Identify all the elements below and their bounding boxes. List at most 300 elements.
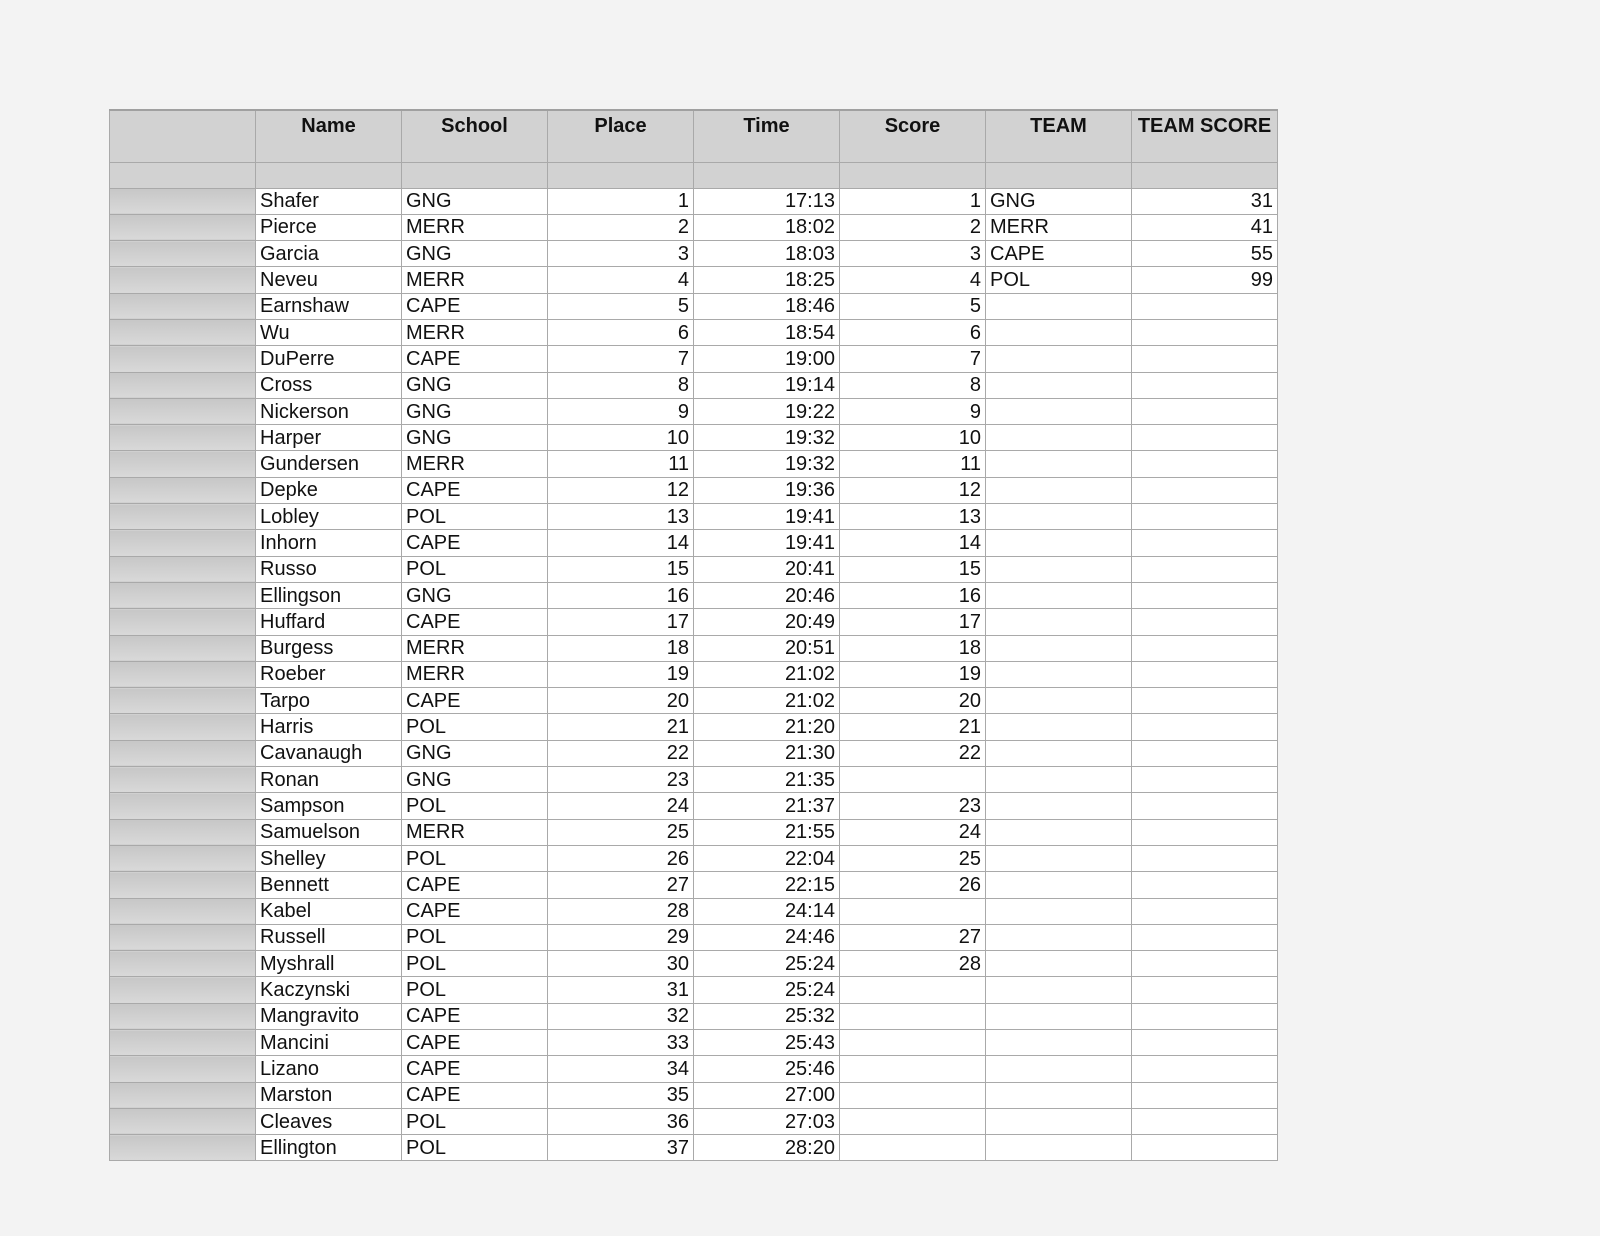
name-cell[interactable]: Harris xyxy=(256,714,402,740)
name-cell[interactable]: Neveu xyxy=(256,267,402,293)
team-cell[interactable] xyxy=(986,740,1132,766)
time-cell[interactable]: 27:00 xyxy=(694,1082,840,1108)
team-score-cell[interactable] xyxy=(1132,635,1278,661)
place-cell[interactable]: 2 xyxy=(548,214,694,240)
score-cell[interactable]: 9 xyxy=(840,398,986,424)
time-cell[interactable]: 19:32 xyxy=(694,451,840,477)
time-cell[interactable]: 18:02 xyxy=(694,214,840,240)
score-cell[interactable]: 28 xyxy=(840,951,986,977)
school-cell[interactable]: GNG xyxy=(402,740,548,766)
school-cell[interactable]: GNG xyxy=(402,425,548,451)
score-cell[interactable]: 1 xyxy=(840,188,986,214)
place-cell[interactable]: 26 xyxy=(548,845,694,871)
cell[interactable] xyxy=(256,162,402,188)
name-cell[interactable]: Shafer xyxy=(256,188,402,214)
place-cell[interactable]: 27 xyxy=(548,872,694,898)
school-cell[interactable]: CAPE xyxy=(402,688,548,714)
place-cell[interactable]: 14 xyxy=(548,530,694,556)
row-header[interactable] xyxy=(110,740,256,766)
row-header[interactable] xyxy=(110,451,256,477)
team-cell[interactable] xyxy=(986,1082,1132,1108)
place-cell[interactable]: 37 xyxy=(548,1135,694,1161)
school-cell[interactable]: MERR xyxy=(402,451,548,477)
row-header[interactable] xyxy=(110,372,256,398)
row-header[interactable] xyxy=(110,293,256,319)
name-cell[interactable]: Ellington xyxy=(256,1135,402,1161)
school-cell[interactable]: CAPE xyxy=(402,1030,548,1056)
row-header[interactable] xyxy=(110,267,256,293)
score-cell[interactable]: 16 xyxy=(840,582,986,608)
team-score-cell[interactable] xyxy=(1132,924,1278,950)
team-cell[interactable] xyxy=(986,451,1132,477)
team-score-cell[interactable] xyxy=(1132,556,1278,582)
school-cell[interactable]: GNG xyxy=(402,241,548,267)
row-header[interactable] xyxy=(110,872,256,898)
row-header[interactable] xyxy=(110,1108,256,1134)
team-cell[interactable]: POL xyxy=(986,267,1132,293)
team-cell[interactable] xyxy=(986,372,1132,398)
team-score-cell[interactable] xyxy=(1132,451,1278,477)
name-cell[interactable]: Myshrall xyxy=(256,951,402,977)
name-cell[interactable]: Gundersen xyxy=(256,451,402,477)
team-cell[interactable] xyxy=(986,1108,1132,1134)
time-cell[interactable]: 25:46 xyxy=(694,1056,840,1082)
row-header[interactable] xyxy=(110,951,256,977)
place-cell[interactable]: 15 xyxy=(548,556,694,582)
row-header[interactable] xyxy=(110,767,256,793)
name-cell[interactable]: Kabel xyxy=(256,898,402,924)
cell[interactable] xyxy=(548,162,694,188)
name-cell[interactable]: Garcia xyxy=(256,241,402,267)
school-cell[interactable]: POL xyxy=(402,845,548,871)
school-cell[interactable]: CAPE xyxy=(402,530,548,556)
place-cell[interactable]: 6 xyxy=(548,319,694,345)
team-score-cell[interactable] xyxy=(1132,346,1278,372)
place-cell[interactable]: 24 xyxy=(548,793,694,819)
cell[interactable] xyxy=(1132,162,1278,188)
school-cell[interactable]: GNG xyxy=(402,767,548,793)
time-cell[interactable]: 19:41 xyxy=(694,530,840,556)
place-cell[interactable]: 35 xyxy=(548,1082,694,1108)
place-cell[interactable]: 36 xyxy=(548,1108,694,1134)
team-cell[interactable] xyxy=(986,609,1132,635)
time-cell[interactable]: 25:43 xyxy=(694,1030,840,1056)
header-school[interactable]: School xyxy=(402,110,548,162)
score-cell[interactable] xyxy=(840,1003,986,1029)
score-cell[interactable]: 26 xyxy=(840,872,986,898)
header-place[interactable]: Place xyxy=(548,110,694,162)
team-score-cell[interactable] xyxy=(1132,898,1278,924)
score-cell[interactable] xyxy=(840,898,986,924)
score-cell[interactable]: 6 xyxy=(840,319,986,345)
place-cell[interactable]: 9 xyxy=(548,398,694,424)
school-cell[interactable]: CAPE xyxy=(402,1082,548,1108)
team-score-cell[interactable] xyxy=(1132,582,1278,608)
header-name[interactable]: Name xyxy=(256,110,402,162)
place-cell[interactable]: 21 xyxy=(548,714,694,740)
place-cell[interactable]: 1 xyxy=(548,188,694,214)
team-cell[interactable] xyxy=(986,977,1132,1003)
team-score-cell[interactable] xyxy=(1132,477,1278,503)
place-cell[interactable]: 5 xyxy=(548,293,694,319)
name-cell[interactable]: Mancini xyxy=(256,1030,402,1056)
school-cell[interactable]: POL xyxy=(402,1108,548,1134)
team-score-cell[interactable]: 31 xyxy=(1132,188,1278,214)
time-cell[interactable]: 20:46 xyxy=(694,582,840,608)
team-cell[interactable] xyxy=(986,767,1132,793)
team-score-cell[interactable] xyxy=(1132,714,1278,740)
score-cell[interactable] xyxy=(840,767,986,793)
team-score-cell[interactable] xyxy=(1132,1056,1278,1082)
name-cell[interactable]: Pierce xyxy=(256,214,402,240)
team-cell[interactable] xyxy=(986,872,1132,898)
place-cell[interactable]: 8 xyxy=(548,372,694,398)
row-header[interactable] xyxy=(110,425,256,451)
score-cell[interactable]: 5 xyxy=(840,293,986,319)
team-score-cell[interactable] xyxy=(1132,398,1278,424)
school-cell[interactable]: GNG xyxy=(402,398,548,424)
school-cell[interactable]: MERR xyxy=(402,661,548,687)
name-cell[interactable]: Inhorn xyxy=(256,530,402,556)
team-cell[interactable] xyxy=(986,477,1132,503)
row-header[interactable] xyxy=(110,1082,256,1108)
team-score-cell[interactable] xyxy=(1132,819,1278,845)
time-cell[interactable]: 21:02 xyxy=(694,661,840,687)
time-cell[interactable]: 25:32 xyxy=(694,1003,840,1029)
team-cell[interactable] xyxy=(986,293,1132,319)
row-header[interactable] xyxy=(110,898,256,924)
team-cell[interactable] xyxy=(986,530,1132,556)
time-cell[interactable]: 18:46 xyxy=(694,293,840,319)
school-cell[interactable]: MERR xyxy=(402,635,548,661)
team-score-cell[interactable] xyxy=(1132,951,1278,977)
school-cell[interactable]: POL xyxy=(402,977,548,1003)
time-cell[interactable]: 25:24 xyxy=(694,977,840,1003)
row-header[interactable] xyxy=(110,688,256,714)
time-cell[interactable]: 20:51 xyxy=(694,635,840,661)
row-header[interactable] xyxy=(110,530,256,556)
place-cell[interactable]: 19 xyxy=(548,661,694,687)
name-cell[interactable]: Lobley xyxy=(256,504,402,530)
team-cell[interactable] xyxy=(986,819,1132,845)
score-cell[interactable] xyxy=(840,1056,986,1082)
row-header[interactable] xyxy=(110,845,256,871)
name-cell[interactable]: Ellingson xyxy=(256,582,402,608)
time-cell[interactable]: 18:54 xyxy=(694,319,840,345)
time-cell[interactable]: 24:14 xyxy=(694,898,840,924)
school-cell[interactable]: MERR xyxy=(402,214,548,240)
row-header[interactable] xyxy=(110,398,256,424)
score-cell[interactable]: 23 xyxy=(840,793,986,819)
place-cell[interactable]: 33 xyxy=(548,1030,694,1056)
row-header[interactable] xyxy=(110,477,256,503)
name-cell[interactable]: Bennett xyxy=(256,872,402,898)
score-cell[interactable] xyxy=(840,1030,986,1056)
team-score-cell[interactable]: 41 xyxy=(1132,214,1278,240)
team-cell[interactable] xyxy=(986,635,1132,661)
team-score-cell[interactable] xyxy=(1132,845,1278,871)
name-cell[interactable]: Mangravito xyxy=(256,1003,402,1029)
place-cell[interactable]: 7 xyxy=(548,346,694,372)
name-cell[interactable]: DuPerre xyxy=(256,346,402,372)
time-cell[interactable]: 21:30 xyxy=(694,740,840,766)
time-cell[interactable]: 19:00 xyxy=(694,346,840,372)
name-cell[interactable]: Russell xyxy=(256,924,402,950)
team-cell[interactable] xyxy=(986,1030,1132,1056)
score-cell[interactable]: 3 xyxy=(840,241,986,267)
place-cell[interactable]: 29 xyxy=(548,924,694,950)
cell[interactable] xyxy=(840,162,986,188)
row-header[interactable] xyxy=(110,1030,256,1056)
team-cell[interactable] xyxy=(986,504,1132,530)
place-cell[interactable]: 20 xyxy=(548,688,694,714)
time-cell[interactable]: 18:03 xyxy=(694,241,840,267)
name-cell[interactable]: Kaczynski xyxy=(256,977,402,1003)
team-score-cell[interactable] xyxy=(1132,688,1278,714)
team-cell[interactable]: MERR xyxy=(986,214,1132,240)
team-score-cell[interactable] xyxy=(1132,530,1278,556)
team-cell[interactable] xyxy=(986,688,1132,714)
place-cell[interactable]: 25 xyxy=(548,819,694,845)
school-cell[interactable]: CAPE xyxy=(402,477,548,503)
row-header[interactable] xyxy=(110,1135,256,1161)
team-cell[interactable]: GNG xyxy=(986,188,1132,214)
header-team-score[interactable]: TEAM SCORE xyxy=(1132,110,1278,162)
team-score-cell[interactable] xyxy=(1132,504,1278,530)
school-cell[interactable]: POL xyxy=(402,714,548,740)
place-cell[interactable]: 28 xyxy=(548,898,694,924)
school-cell[interactable]: CAPE xyxy=(402,872,548,898)
team-cell[interactable] xyxy=(986,793,1132,819)
place-cell[interactable]: 3 xyxy=(548,241,694,267)
name-cell[interactable]: Cleaves xyxy=(256,1108,402,1134)
name-cell[interactable]: Huffard xyxy=(256,609,402,635)
school-cell[interactable]: GNG xyxy=(402,582,548,608)
team-score-cell[interactable] xyxy=(1132,372,1278,398)
team-score-cell[interactable] xyxy=(1132,1030,1278,1056)
team-score-cell[interactable] xyxy=(1132,977,1278,1003)
place-cell[interactable]: 34 xyxy=(548,1056,694,1082)
row-header[interactable] xyxy=(110,793,256,819)
score-cell[interactable]: 2 xyxy=(840,214,986,240)
school-cell[interactable]: CAPE xyxy=(402,293,548,319)
row-header[interactable] xyxy=(110,504,256,530)
row-header[interactable] xyxy=(110,241,256,267)
time-cell[interactable]: 19:41 xyxy=(694,504,840,530)
place-cell[interactable]: 23 xyxy=(548,767,694,793)
time-cell[interactable]: 19:32 xyxy=(694,425,840,451)
time-cell[interactable]: 19:14 xyxy=(694,372,840,398)
score-cell[interactable]: 21 xyxy=(840,714,986,740)
team-score-cell[interactable]: 55 xyxy=(1132,241,1278,267)
team-cell[interactable] xyxy=(986,898,1132,924)
place-cell[interactable]: 30 xyxy=(548,951,694,977)
school-cell[interactable]: CAPE xyxy=(402,898,548,924)
name-cell[interactable]: Earnshaw xyxy=(256,293,402,319)
row-header[interactable] xyxy=(110,1056,256,1082)
score-cell[interactable]: 12 xyxy=(840,477,986,503)
team-cell[interactable] xyxy=(986,425,1132,451)
name-cell[interactable]: Wu xyxy=(256,319,402,345)
name-cell[interactable]: Russo xyxy=(256,556,402,582)
name-cell[interactable]: Nickerson xyxy=(256,398,402,424)
cell[interactable] xyxy=(694,162,840,188)
time-cell[interactable]: 18:25 xyxy=(694,267,840,293)
team-score-cell[interactable] xyxy=(1132,872,1278,898)
place-cell[interactable]: 16 xyxy=(548,582,694,608)
team-cell[interactable] xyxy=(986,661,1132,687)
school-cell[interactable]: MERR xyxy=(402,819,548,845)
time-cell[interactable]: 22:15 xyxy=(694,872,840,898)
score-cell[interactable]: 13 xyxy=(840,504,986,530)
school-cell[interactable]: MERR xyxy=(402,267,548,293)
cell[interactable] xyxy=(986,162,1132,188)
row-header[interactable] xyxy=(110,977,256,1003)
team-score-cell[interactable] xyxy=(1132,793,1278,819)
school-cell[interactable]: CAPE xyxy=(402,346,548,372)
score-cell[interactable]: 8 xyxy=(840,372,986,398)
header-team[interactable]: TEAM xyxy=(986,110,1132,162)
row-header[interactable] xyxy=(110,582,256,608)
name-cell[interactable]: Depke xyxy=(256,477,402,503)
team-cell[interactable] xyxy=(986,398,1132,424)
school-cell[interactable]: CAPE xyxy=(402,609,548,635)
score-cell[interactable]: 14 xyxy=(840,530,986,556)
time-cell[interactable]: 21:37 xyxy=(694,793,840,819)
place-cell[interactable]: 12 xyxy=(548,477,694,503)
team-cell[interactable] xyxy=(986,346,1132,372)
name-cell[interactable]: Ronan xyxy=(256,767,402,793)
name-cell[interactable]: Burgess xyxy=(256,635,402,661)
team-score-cell[interactable] xyxy=(1132,1108,1278,1134)
place-cell[interactable]: 22 xyxy=(548,740,694,766)
row-header[interactable] xyxy=(110,924,256,950)
team-cell[interactable] xyxy=(986,1003,1132,1029)
score-cell[interactable]: 7 xyxy=(840,346,986,372)
school-cell[interactable]: GNG xyxy=(402,372,548,398)
header-score[interactable]: Score xyxy=(840,110,986,162)
score-cell[interactable]: 27 xyxy=(840,924,986,950)
name-cell[interactable]: Sampson xyxy=(256,793,402,819)
team-cell[interactable] xyxy=(986,845,1132,871)
score-cell[interactable]: 24 xyxy=(840,819,986,845)
place-cell[interactable]: 17 xyxy=(548,609,694,635)
name-cell[interactable]: Cavanaugh xyxy=(256,740,402,766)
team-cell[interactable] xyxy=(986,556,1132,582)
school-cell[interactable]: POL xyxy=(402,951,548,977)
score-cell[interactable]: 10 xyxy=(840,425,986,451)
name-cell[interactable]: Harper xyxy=(256,425,402,451)
school-cell[interactable]: CAPE xyxy=(402,1056,548,1082)
time-cell[interactable]: 21:02 xyxy=(694,688,840,714)
row-header[interactable] xyxy=(110,556,256,582)
team-score-cell[interactable] xyxy=(1132,1135,1278,1161)
row-header[interactable] xyxy=(110,319,256,345)
time-cell[interactable]: 22:04 xyxy=(694,845,840,871)
score-cell[interactable]: 15 xyxy=(840,556,986,582)
row-header[interactable] xyxy=(110,819,256,845)
row-header[interactable] xyxy=(110,214,256,240)
school-cell[interactable]: POL xyxy=(402,793,548,819)
school-cell[interactable]: POL xyxy=(402,504,548,530)
score-cell[interactable] xyxy=(840,1135,986,1161)
time-cell[interactable]: 28:20 xyxy=(694,1135,840,1161)
score-cell[interactable]: 18 xyxy=(840,635,986,661)
place-cell[interactable]: 11 xyxy=(548,451,694,477)
score-cell[interactable]: 17 xyxy=(840,609,986,635)
score-cell[interactable]: 25 xyxy=(840,845,986,871)
row-header[interactable] xyxy=(110,635,256,661)
school-cell[interactable]: GNG xyxy=(402,188,548,214)
header-time[interactable]: Time xyxy=(694,110,840,162)
row-header[interactable] xyxy=(110,661,256,687)
place-cell[interactable]: 31 xyxy=(548,977,694,1003)
time-cell[interactable]: 19:22 xyxy=(694,398,840,424)
name-cell[interactable]: Roeber xyxy=(256,661,402,687)
name-cell[interactable]: Tarpo xyxy=(256,688,402,714)
row-header-corner[interactable] xyxy=(110,110,256,162)
team-score-cell[interactable] xyxy=(1132,1003,1278,1029)
team-score-cell[interactable] xyxy=(1132,293,1278,319)
team-score-cell[interactable] xyxy=(1132,1082,1278,1108)
name-cell[interactable]: Samuelson xyxy=(256,819,402,845)
school-cell[interactable]: POL xyxy=(402,556,548,582)
row-header[interactable] xyxy=(110,1003,256,1029)
team-cell[interactable] xyxy=(986,714,1132,740)
score-cell[interactable]: 22 xyxy=(840,740,986,766)
place-cell[interactable]: 4 xyxy=(548,267,694,293)
school-cell[interactable]: CAPE xyxy=(402,1003,548,1029)
team-score-cell[interactable] xyxy=(1132,740,1278,766)
time-cell[interactable]: 20:41 xyxy=(694,556,840,582)
school-cell[interactable]: POL xyxy=(402,1135,548,1161)
school-cell[interactable]: MERR xyxy=(402,319,548,345)
school-cell[interactable]: POL xyxy=(402,924,548,950)
time-cell[interactable]: 21:20 xyxy=(694,714,840,740)
name-cell[interactable]: Shelley xyxy=(256,845,402,871)
time-cell[interactable]: 24:46 xyxy=(694,924,840,950)
team-score-cell[interactable] xyxy=(1132,661,1278,687)
time-cell[interactable]: 19:36 xyxy=(694,477,840,503)
cell[interactable] xyxy=(402,162,548,188)
team-cell[interactable]: CAPE xyxy=(986,241,1132,267)
team-cell[interactable] xyxy=(986,319,1132,345)
team-score-cell[interactable] xyxy=(1132,767,1278,793)
score-cell[interactable]: 20 xyxy=(840,688,986,714)
team-cell[interactable] xyxy=(986,582,1132,608)
time-cell[interactable]: 25:24 xyxy=(694,951,840,977)
place-cell[interactable]: 18 xyxy=(548,635,694,661)
team-score-cell[interactable]: 99 xyxy=(1132,267,1278,293)
place-cell[interactable]: 32 xyxy=(548,1003,694,1029)
place-cell[interactable]: 13 xyxy=(548,504,694,530)
score-cell[interactable] xyxy=(840,977,986,1003)
row-header[interactable] xyxy=(110,609,256,635)
score-cell[interactable]: 4 xyxy=(840,267,986,293)
team-cell[interactable] xyxy=(986,1056,1132,1082)
team-cell[interactable] xyxy=(986,1135,1132,1161)
time-cell[interactable]: 27:03 xyxy=(694,1108,840,1134)
time-cell[interactable]: 21:55 xyxy=(694,819,840,845)
team-cell[interactable] xyxy=(986,951,1132,977)
place-cell[interactable]: 10 xyxy=(548,425,694,451)
time-cell[interactable]: 21:35 xyxy=(694,767,840,793)
row-header[interactable] xyxy=(110,162,256,188)
team-score-cell[interactable] xyxy=(1132,319,1278,345)
score-cell[interactable]: 19 xyxy=(840,661,986,687)
team-score-cell[interactable] xyxy=(1132,609,1278,635)
name-cell[interactable]: Lizano xyxy=(256,1056,402,1082)
